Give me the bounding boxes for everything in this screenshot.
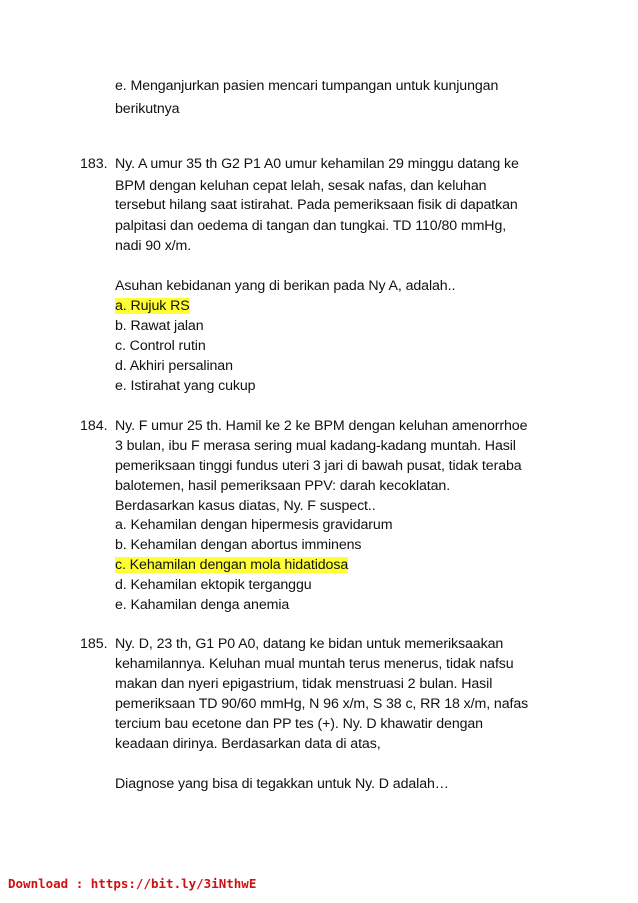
q184-option-b: b. Kehamilan dengan abortus imminens (115, 537, 362, 553)
q184-option-d: d. Kehamilan ektopik terganggu (115, 577, 312, 593)
q183-stem-line-1: Ny. A umur 35 th G2 P1 A0 umur kehamilan 29 minggu datang ke (115, 156, 519, 172)
q185-stem-line-3: makan dan nyeri epigastrium, tidak menstruasi 2 bulan. Hasil (115, 676, 493, 692)
question-number-183: 183. (80, 156, 108, 172)
q183-stem-line-5: nadi 90 x/m. (115, 238, 192, 254)
q184-stem-line-3: pemeriksaan tinggi fundus uteri 3 jari di bawah pusat, tidak teraba (115, 458, 522, 474)
q183-option-e: e. Istirahat yang cukup (115, 378, 256, 394)
prev-option-e-line-2: berikutnya (115, 101, 180, 117)
q183-option-a (115, 298, 190, 315)
answer-highlight: a. Rujuk RS (115, 298, 190, 314)
q183-stem-line-3: tersebut hilang saat istirahat. Pada pemeriksaan fisik di dapatkan (115, 197, 518, 213)
q185-stem-line-5: tercium bau ecetone dan PP tes (+). Ny. D khawatir dengan (115, 716, 483, 732)
question-number-185: 185. (80, 636, 108, 652)
q185-stem-line-1: Ny. D, 23 th, G1 P0 A0, datang ke bidan untuk memeriksaakan (115, 636, 504, 652)
q184-stem-line-5: Berdasarkan kasus diatas, Ny. F suspect.. (115, 498, 376, 514)
prev-option-e-line-1: e. Menganjurkan pasien mencari tumpangan untuk kunjungan (115, 78, 499, 94)
q184-stem-line-2: 3 bulan, ibu F merasa sering mual kadang-kadang muntah. Hasil (115, 438, 516, 454)
q184-option-e: e. Kahamilan denga anemia (115, 597, 290, 613)
q185-stem-line-6: keadaan dirinya. Berdasarkan data di atas, (115, 736, 381, 752)
q184-stem-line-4: balotemen, hasil pemeriksaan PPV: darah kecoklatan. (115, 478, 451, 494)
q183-option-c: c. Control rutin (115, 338, 206, 354)
download-link[interactable]: Download : https://bit.ly/3iNthwE (8, 876, 257, 891)
answer-highlight: c. Kehamilan dengan mola hidatidosa (115, 557, 349, 573)
q183-stem-line-4: palpitasi dan oedema di tangan dan tungkai. TD 110/80 mmHg, (115, 218, 507, 234)
q185-stem-line-2: kehamilannya. Keluhan mual muntah terus menerus, tidak nafsu (115, 656, 514, 672)
q184-option-a: a. Kehamilan dengan hipermesis gravidarum (115, 517, 393, 533)
q185-stem-line-4: pemeriksaan TD 90/60 mmHg, N 96 x/m, S 38 c, RR 18 x/m, nafas (115, 696, 529, 712)
q183-option-b: b. Rawat jalan (115, 318, 204, 334)
q184-stem-line-1: Ny. F umur 25 th. Hamil ke 2 ke BPM dengan keluhan amenorrhoe (115, 418, 528, 434)
q183-option-d: d. Akhiri persalinan (115, 358, 233, 374)
q184-option-c (115, 557, 348, 574)
question-number-184: 184. (80, 418, 108, 434)
q183-question: Asuhan kebidanan yang di berikan pada Ny A, adalah.. (115, 278, 456, 294)
q183-stem-line-2: BPM dengan keluhan cepat lelah, sesak nafas, dan keluhan (115, 178, 487, 194)
q185-question: Diagnose yang bisa di tegakkan untuk Ny. D adalah… (115, 776, 449, 792)
